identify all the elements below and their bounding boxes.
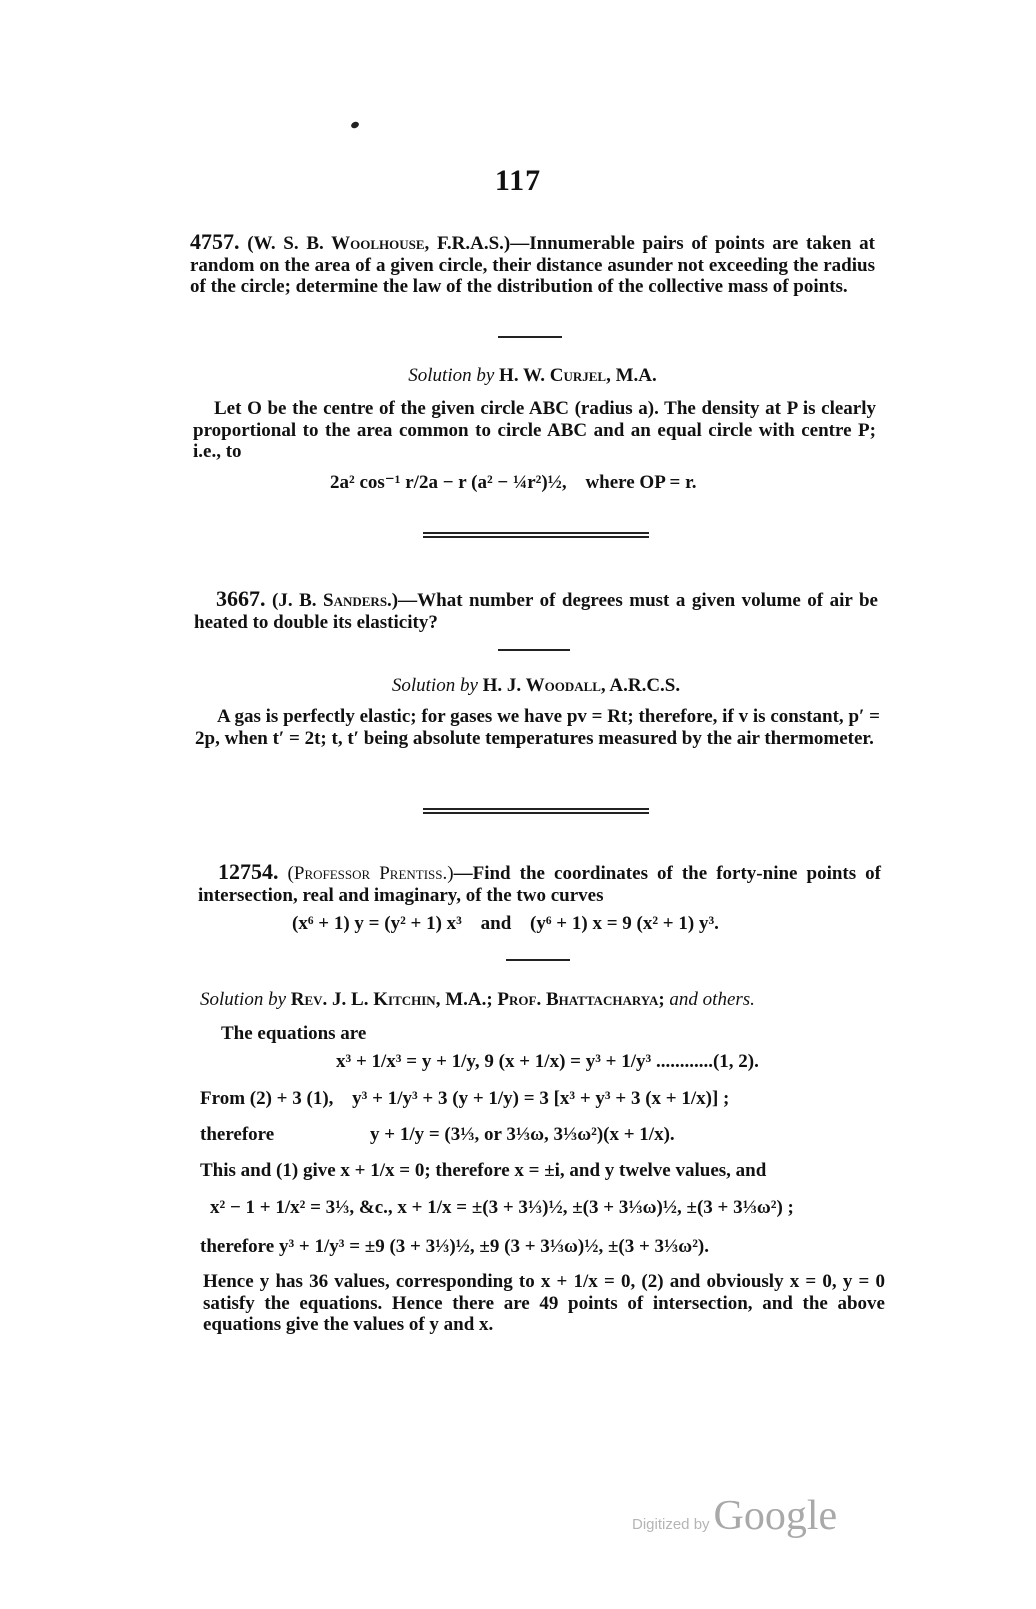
short-rule	[498, 336, 562, 338]
problem-number: 3667.	[216, 586, 266, 611]
solver-name: H. J. Woodall, A.R.C.S.	[482, 675, 681, 696]
equation-1-2: x³ + 1/x³ = y + 1/y, 9 (x + 1/x) = y³ + 1/y³ ............(1, 2).	[336, 1051, 759, 1072]
problem-3667	[194, 588, 878, 633]
double-rule	[423, 808, 649, 814]
short-rule	[498, 649, 570, 651]
page-number: 117	[494, 164, 542, 197]
problem-author: (J. B. Sanders.)	[272, 590, 399, 611]
problem-text: —Innumerable pairs of points are taken at random on the area of a given circle, their distance asunder not exceeding the radius of the circle; determine the law of the distribution of the collective mass of points.	[190, 233, 876, 298]
solution-heading: Solution by H. W. Curjel, M.A.	[408, 365, 657, 386]
problem-number: 12754.	[218, 859, 279, 884]
problem-4757	[190, 231, 875, 298]
problem-text: —What number of degrees must a given volume of air be heated to double its elasticity?	[194, 590, 878, 633]
conclusion: Hence y has 36 values, corresponding to x + 1/x = 0, (2) and obviously x = 0, y = 0 satisfy the equations. Hence there are 49 points of intersection, and the above equations give the values of y and x.	[203, 1271, 885, 1336]
google-logo: Google	[713, 1493, 838, 1539]
solver-names: Rev. J. L. Kitchin, M.A.; Prof. Bhattacharya;	[290, 989, 665, 1010]
curves-equation: (x⁶ + 1) y = (y² + 1) x³ and (y⁶ + 1) x = 9 (x² + 1) y³.	[292, 913, 719, 934]
problem-text: —Find the coordinates of the forty-nine points of intersection, real and imaginary, of the two curves	[198, 863, 882, 906]
ink-blot	[350, 121, 360, 130]
double-rule	[423, 532, 649, 538]
x-squared-line: x² − 1 + 1/x² = 3⅓, &c., x + 1/x = ±(3 + 3⅓)½, ±(3 + 3⅓ω)½, ±(3 + 3⅓ω²) ;	[210, 1197, 794, 1218]
therefore-label: therefore	[200, 1124, 275, 1145]
therefore-equation: y + 1/y = (3⅓, or 3⅓ω, 3⅓ω²)(x + 1/x).	[370, 1124, 675, 1145]
solution-heading: Solution by H. J. Woodall, A.R.C.S.	[391, 675, 681, 696]
equation: 2a² cos⁻¹ r/2a − r (a² − ¼r²)½, where OP = r.	[330, 472, 697, 493]
solution-heading: Solution by Rev. J. L. Kitchin, M.A.; Prof. Bhattacharya; and others.	[200, 989, 755, 1010]
solver-name: H. W. Curjel, M.A.	[499, 365, 657, 386]
solution-text: A gas is perfectly elastic; for gases we have pv = Rt; therefore, if v is constant, p′ = 2p, when t′ = 2t; t, t′ being absolute temperatures measured by the air thermometer.	[195, 706, 880, 749]
problem-author: (W. S. B. Woolhouse, F.R.A.S.)	[247, 233, 511, 254]
therefore-y-line: therefore y³ + 1/y³ = ±9 (3 + 3⅓)½, ±9 (3 + 3⅓ω)½, ±(3 + 3⅓ω²).	[200, 1236, 709, 1257]
solution-text: Let O be the centre of the given circle ABC (radius a). The density at P is clearly proportional to the area common to circle ABC and an equal circle with centre P; i.e., to	[193, 398, 876, 463]
equations-intro: The equations are	[221, 1023, 367, 1044]
problem-number: 4757.	[190, 229, 240, 254]
from-line: From (2) + 3 (1), y³ + 1/y³ + 3 (y + 1/y) = 3 [x³ + y³ + 3 (x + 1/x)] ;	[200, 1088, 730, 1109]
problem-12754	[198, 861, 881, 906]
this-and-line: This and (1) give x + 1/x = 0; therefore x = ±i, and y twelve values, and	[200, 1160, 767, 1181]
problem-author: (Professor Prentiss.)	[287, 863, 454, 884]
short-rule	[506, 959, 570, 961]
digitized-by-google-watermark: Digitized by Google	[632, 1493, 838, 1539]
